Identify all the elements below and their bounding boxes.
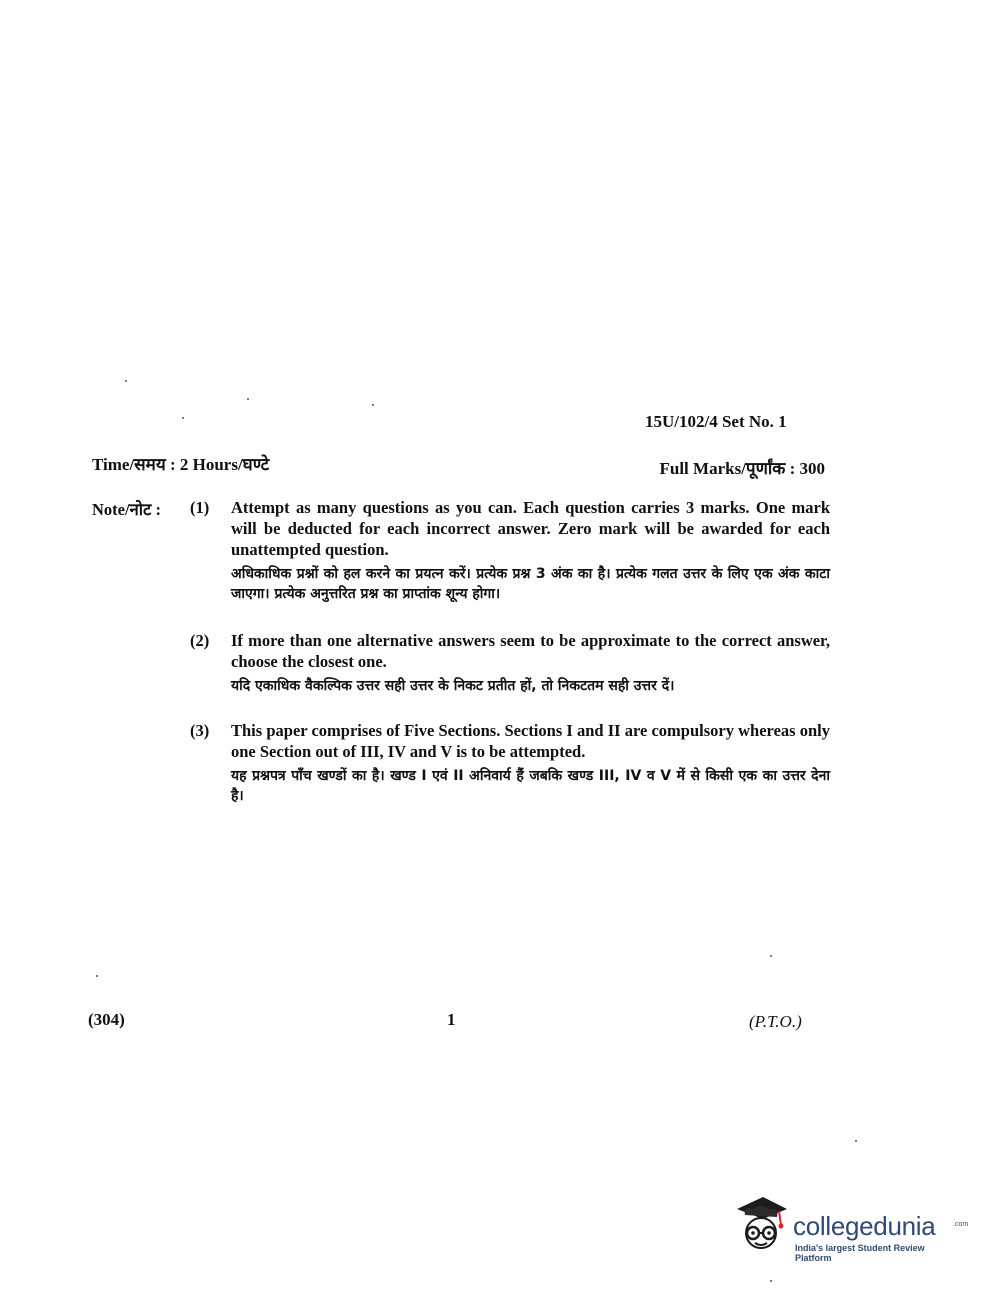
note-hindi: यह प्रश्नपत्र पाँच खण्डों का है। खण्ड I एवं II अनिवार्य हैं जबकि खण्ड III, IV व V में से किसी एक का उत्तर देना है। — [231, 768, 830, 804]
scan-speck — [96, 975, 98, 977]
scan-speck — [770, 1280, 772, 1282]
note-item-3 — [190, 720, 830, 806]
collegedunia-logo — [733, 1195, 969, 1263]
note-english: Attempt as many questions as you can. Each question carries 3 marks. One mark will be deducted for each incorrect answer. Zero mark will be awarded for each unattempted question. — [231, 498, 830, 559]
scan-speck — [770, 955, 772, 957]
note-hindi: यदि एकाधिक वैकल्पिक उत्तर सही उत्तर के निकट प्रतीत हों, तो निकटतम सही उत्तर दें। — [231, 678, 675, 694]
note-number: (2) — [190, 631, 210, 650]
mascot-icon — [733, 1195, 789, 1257]
scan-speck — [247, 398, 249, 400]
scan-speck — [125, 380, 127, 382]
full-marks: Full Marks/पूर्णांक : 300 — [659, 459, 825, 478]
logo-tagline: India's largest Student Review Platform — [795, 1243, 925, 1263]
scan-speck — [182, 417, 184, 419]
page-number: 1 — [447, 1010, 456, 1029]
note-number: (3) — [190, 721, 210, 740]
note-number: (1) — [190, 498, 210, 517]
logo-wordmark: collegedunia — [793, 1211, 936, 1241]
pto-label: (P.T.O.) — [749, 1012, 802, 1031]
note-item-1 — [190, 497, 830, 604]
note-english: If more than one alternative answers seem to be approximate to the correct answer, choose the closest one. — [231, 631, 830, 671]
note-hindi: अधिकाधिक प्रश्नों को हल करने का प्रयत्न करें। प्रत्येक प्रश्न 3 अंक का है। प्रत्येक गलत उत्तर के लिए एक अंक काटा जाएगा। प्रत्येक अनुत्तरित प्रश्न का प्राप्तांक शून्य होगा। — [231, 566, 830, 602]
scan-speck — [372, 404, 374, 406]
paper-code: (304) — [88, 1010, 125, 1029]
note-english: This paper comprises of Five Sections. Sections I and II are compulsory whereas only one Section out of III, IV and V is to be attempted. — [231, 721, 830, 761]
logo-domain: .com — [953, 1221, 969, 1228]
set-number: 15U/102/4 Set No. 1 — [645, 412, 787, 431]
note-item-2 — [190, 630, 830, 696]
scan-speck — [855, 1140, 857, 1142]
note-label: Note/नोट : — [92, 500, 161, 519]
time-duration: Time/समय : 2 Hours/घण्टे — [92, 455, 270, 474]
